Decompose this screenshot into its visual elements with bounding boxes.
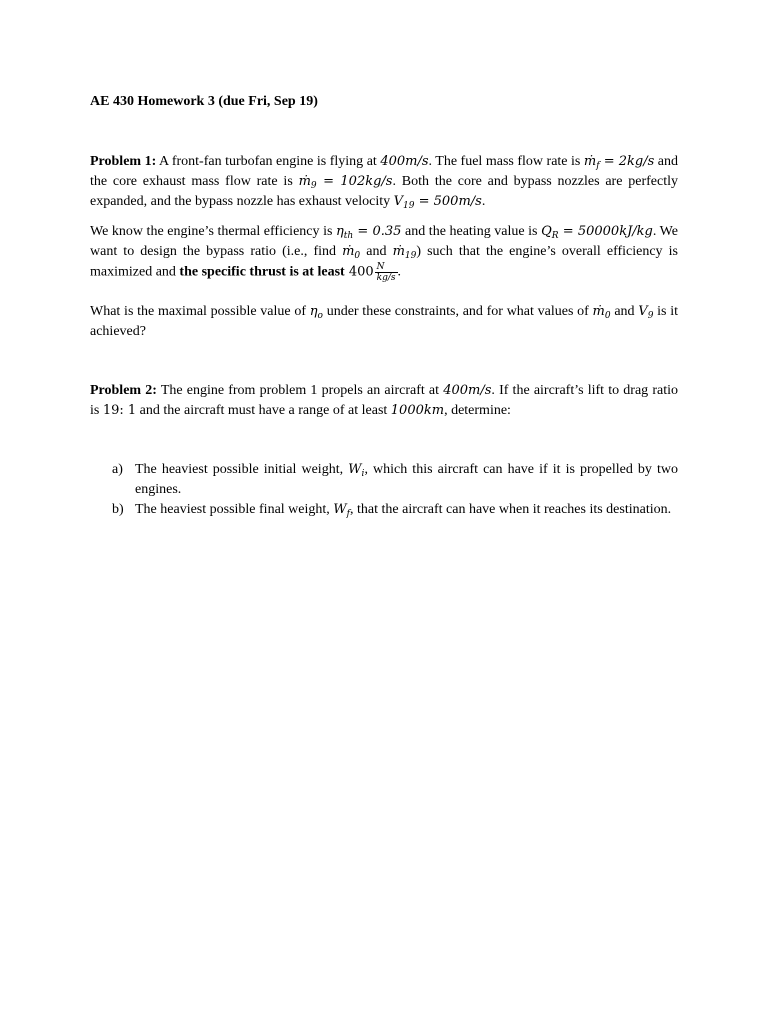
text: , that the aircraft can have when it reaches its destination.: [350, 502, 672, 517]
math-final-weight: [333, 502, 350, 517]
subscript: 19: [404, 251, 417, 261]
math-initial-weight: [348, 462, 364, 477]
text: , which this aircraft can have if it is propelled by two engines.: [135, 462, 678, 497]
text: The heaviest possible final weight,: [135, 502, 334, 517]
text: .: [397, 264, 402, 280]
math-fuel-mass-flow: [584, 154, 654, 169]
subscript: th: [343, 231, 354, 241]
subscript: 9: [310, 181, 317, 191]
problem-2-list: [90, 460, 678, 520]
list-item: [90, 460, 678, 500]
text: We know the engine’s thermal efficiency is: [90, 224, 336, 239]
math-bypass-velocity: [394, 194, 482, 209]
text: and: [610, 304, 639, 319]
problem-2-label: Problem 2:: [90, 383, 157, 398]
math-inlet-mass-flow: [593, 304, 611, 319]
text: is it achieved?: [90, 304, 679, 339]
value: = 2kg/s: [599, 154, 655, 169]
text: The engine from problem 1 propels an aircraft at: [156, 383, 444, 398]
subscript: 9: [647, 311, 654, 321]
math-core-mass-flow: [299, 174, 393, 189]
subscript: 19: [403, 201, 415, 211]
symbol: V: [393, 194, 404, 209]
value: = 102kg/s: [316, 174, 393, 189]
symbol: η: [335, 224, 344, 239]
problem-1-paragraph-1: [90, 152, 678, 212]
text: . The fuel mass flow rate is: [428, 154, 584, 169]
symbol: ṁ: [298, 174, 311, 189]
problem-2-paragraph: [90, 381, 678, 421]
text: under these constraints, and for what values of: [322, 304, 593, 319]
text: , determine:: [444, 403, 511, 418]
math-speed: 400m/s: [380, 154, 429, 169]
math-lift-drag-ratio: 19: 1: [102, 403, 137, 418]
math-thermal-efficiency: [336, 224, 401, 239]
text: and the core exhaust mass flow rate is: [90, 154, 678, 189]
symbol: ṁ: [592, 304, 605, 319]
subscript: 0: [354, 251, 361, 261]
text: .: [481, 194, 486, 209]
value: = 50000kJ/kg: [558, 224, 653, 239]
list-marker: a): [112, 462, 123, 477]
fraction-denominator: kg/s: [376, 273, 396, 283]
subscript: o: [317, 311, 323, 321]
symbol: ṁ: [392, 244, 405, 259]
subscript: f: [346, 509, 351, 519]
problem-1-label: Problem 1:: [90, 154, 157, 169]
text: and the heating value is: [401, 224, 542, 239]
page-title: AE 430 Homework 3 (due Fri, Sep 19): [90, 94, 318, 109]
symbol: η: [309, 304, 318, 319]
subscript: 0: [604, 311, 611, 321]
math-inlet-mass-flow: [342, 244, 360, 259]
subscript: f: [596, 161, 600, 171]
text: What is the maximal possible value of: [90, 304, 310, 319]
text: . We want to design the bypass ratio (i.e., find: [90, 224, 678, 259]
math-heating-value: [541, 224, 653, 239]
symbol: W: [333, 502, 347, 517]
unit-fraction: [375, 262, 398, 283]
problem-1-paragraph-3: [90, 302, 678, 342]
subscript: i: [361, 469, 365, 479]
text: . Both the core and bypass nozzles are perfectly expanded, and the bypass nozzle has exhaust velocity: [90, 174, 678, 209]
symbol: W: [348, 462, 362, 477]
math-specific-thrust: 400: [344, 264, 374, 280]
math-aircraft-speed: 400m/s: [443, 383, 492, 398]
text: ) such that the engine’s overall efficiency is maximized and: [90, 244, 678, 280]
text: and the aircraft must have a range of at least: [136, 403, 391, 418]
text: and: [360, 244, 393, 259]
text: A front-fan turbofan engine is flying at: [156, 154, 381, 169]
fraction-numerator: N: [375, 262, 398, 273]
symbol: ṁ: [583, 154, 597, 169]
text: The heaviest possible initial weight,: [135, 462, 349, 477]
symbol: V: [638, 304, 648, 319]
problem-1-paragraph-2: [90, 222, 678, 283]
list-item: [90, 500, 678, 520]
text: . If the aircraft’s lift to drag ratio is: [90, 383, 678, 418]
value: = 500m/s: [414, 194, 482, 209]
math-bypass-mass-flow: [393, 244, 417, 259]
value: = 0.35: [353, 224, 402, 239]
bold-constraint: the specific thrust is at least: [179, 264, 345, 280]
symbol: ṁ: [342, 244, 355, 259]
math-overall-efficiency: [310, 304, 323, 319]
list-marker: b): [112, 502, 124, 517]
math-core-velocity: [638, 304, 653, 319]
math-range: 1000km: [390, 403, 445, 418]
symbol: Q: [541, 224, 552, 239]
subscript: R: [551, 231, 559, 241]
